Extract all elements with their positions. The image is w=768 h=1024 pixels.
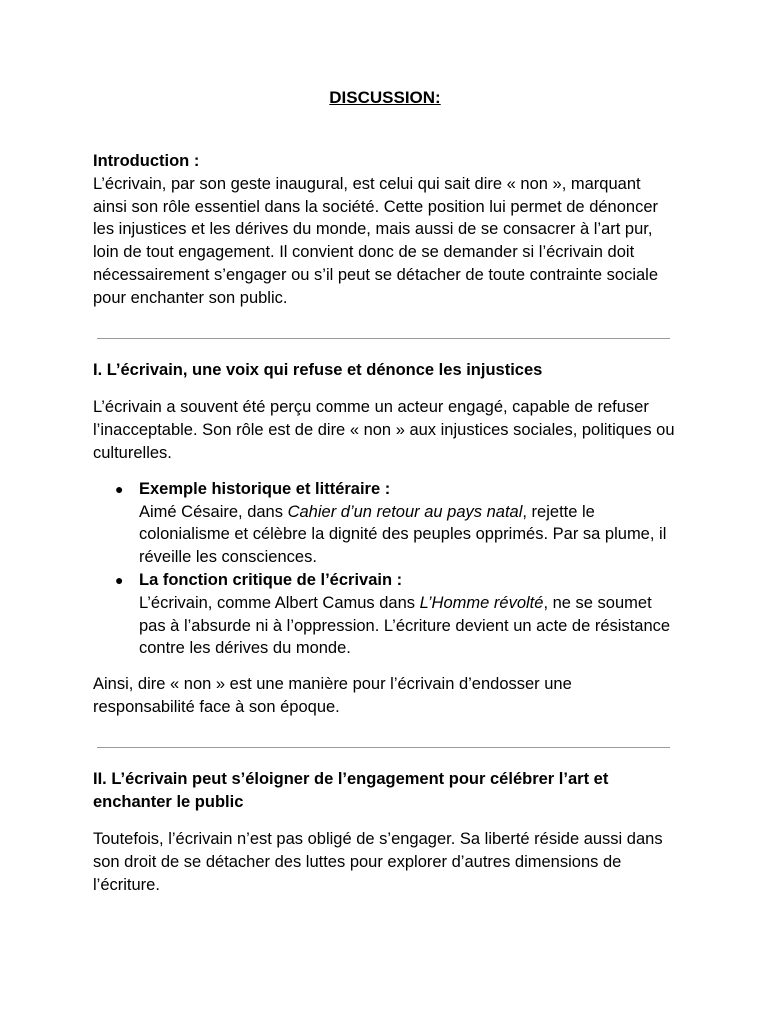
section-divider: [97, 747, 670, 748]
bullet-text-end: , rejette le colonialisme et célèbre la dignité des peuples opprimés. Par sa plume, il réveille les consciences.: [139, 502, 667, 567]
section-divider: [97, 338, 670, 339]
section-1-intro: L’écrivain a souvent été perçu comme un acteur engagé, capable de refuser l’inacceptable. Son rôle est de dire « non » aux injustices sociales, politiques ou culturelles.: [93, 398, 675, 462]
introduction-heading: Introduction :: [93, 152, 200, 170]
document-page: [93, 86, 677, 897]
book-title: L’Homme révolté: [419, 593, 544, 612]
bullet-icon: ●: [115, 480, 124, 497]
book-title: Cahier d’un retour au pays natal: [287, 502, 523, 521]
section-2-heading: II. L’écrivain peut s’éloigner de l’engagement pour célébrer l’art et enchanter le public: [93, 769, 609, 811]
bullet-icon: ●: [115, 571, 124, 588]
section-1-heading: I. L’écrivain, une voix qui refuse et dénonce les injustices: [93, 360, 543, 379]
bullet-item: [93, 478, 677, 569]
section-2-intro: Toutefois, l’écrivain n’est pas obligé de s’engager. Sa liberté réside aussi dans son droit de se détacher des luttes pour explorer d’autres dimensions de l’écriture.: [93, 830, 663, 894]
bullet-title: La fonction critique de l’écrivain :: [139, 570, 403, 589]
section-1-conclusion: Ainsi, dire « non » est une manière pour l’écrivain d’endosser une responsabilité face à son époque.: [93, 675, 572, 716]
section-1-bullet-list: [93, 478, 677, 660]
bullet-title: Exemple historique et littéraire :: [139, 479, 391, 498]
document-title: DISCUSSION:: [329, 88, 441, 107]
introduction-text: L’écrivain, par son geste inaugural, est celui qui sait dire « non », marquant ainsi son rôle essentiel dans la société. Cette position lui permet de dénoncer les injustices et les dérives du monde, mais aussi de se consacrer à l’art pur, loin de tout engagement. Il convient donc de se demander si l’écrivain doit nécessairement s’engager ou s’il peut se détacher de toute contrainte sociale pour enchanter son public.: [93, 174, 659, 307]
bullet-text-end: , ne se soumet pas à l’absurde ni à l’oppression. L’écriture devient un acte de résistance contre les dérives du monde.: [139, 593, 671, 658]
bullet-text-start: Aimé Césaire, dans: [139, 502, 288, 521]
bullet-text-start: L’écrivain, comme Albert Camus dans: [139, 593, 420, 612]
bullet-item: [93, 569, 677, 660]
